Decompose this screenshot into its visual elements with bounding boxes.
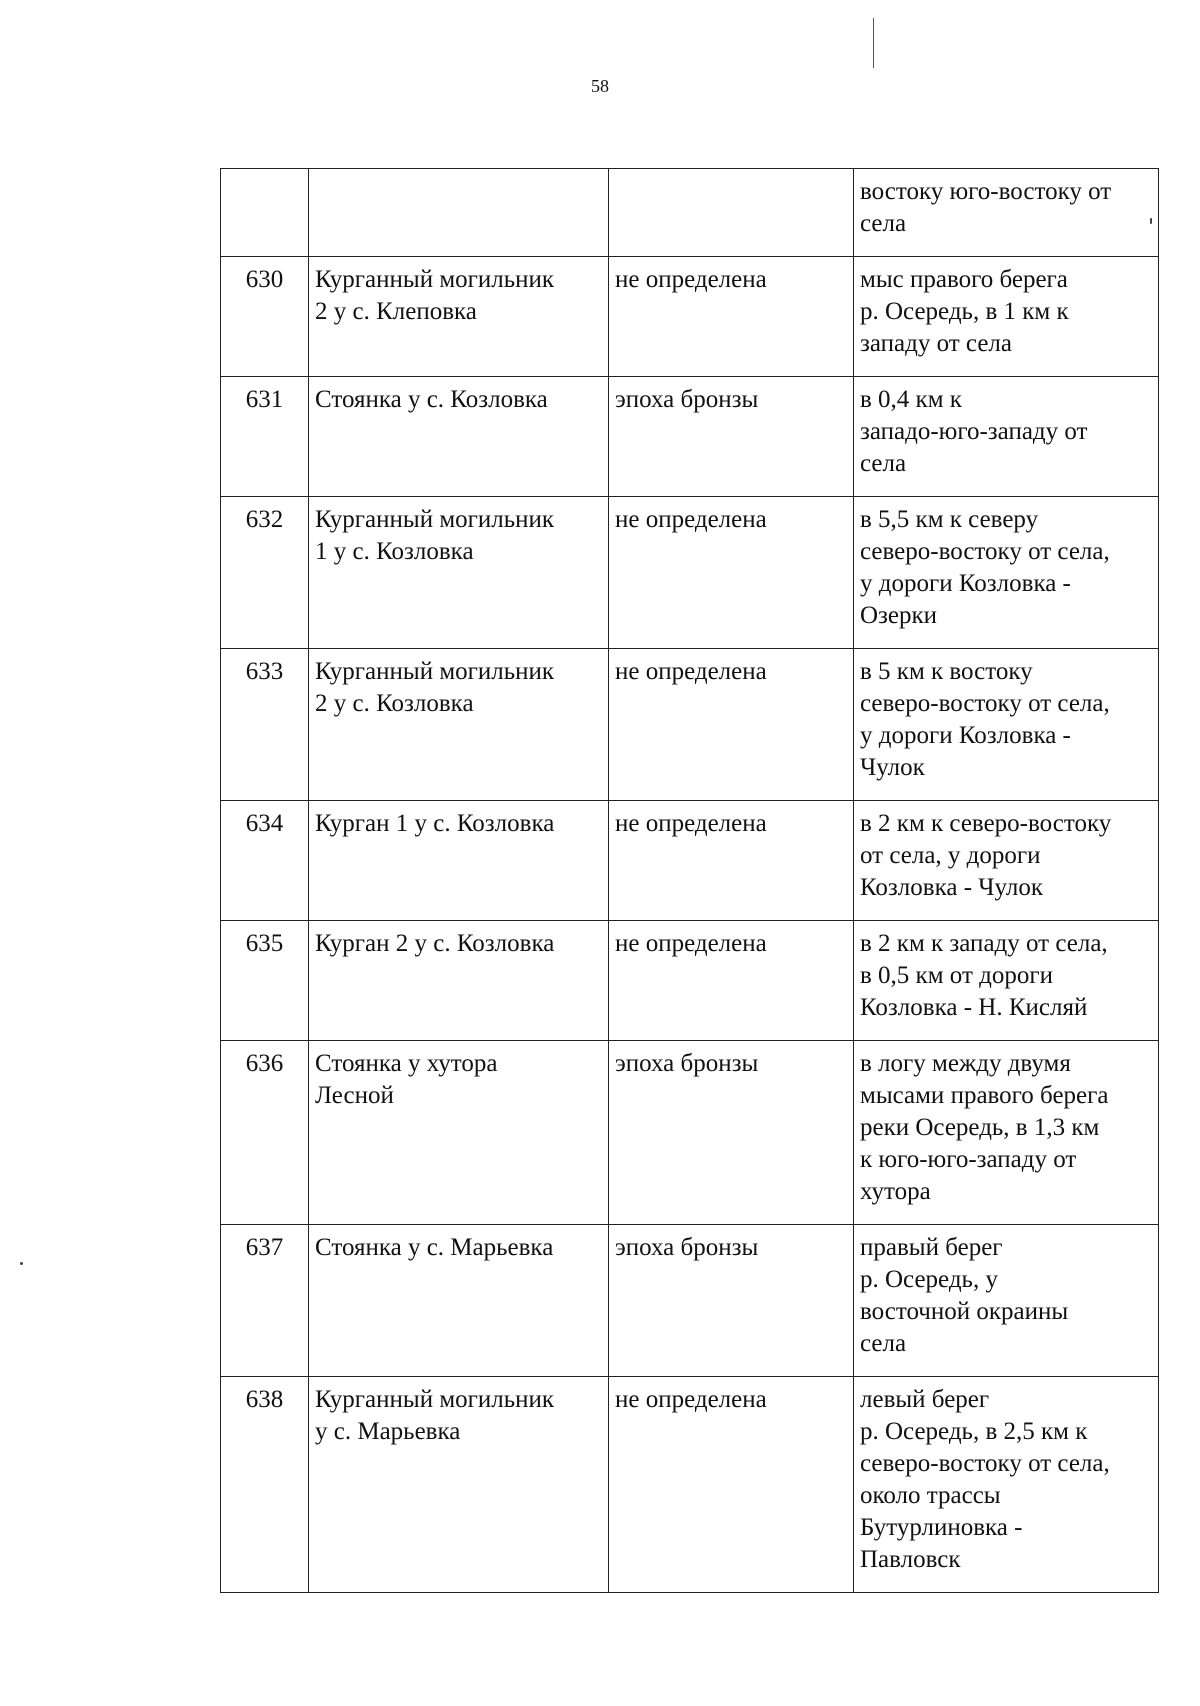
location-line: Бутурлиновка -	[860, 1514, 1023, 1541]
location-line: у дороги Козловка -	[860, 570, 1071, 597]
cell-number	[221, 169, 309, 257]
cell-number: 635	[221, 921, 309, 1041]
table-row	[221, 257, 1159, 377]
table-row	[221, 497, 1159, 649]
dating-line: эпоха бронзы	[615, 386, 759, 413]
location-line: левый берег	[860, 1386, 990, 1413]
location-line: у дороги Козловка -	[860, 722, 1071, 749]
scan-artifact-line	[873, 18, 874, 68]
cell-number: 634	[221, 801, 309, 921]
scan-artifact-dot	[20, 1262, 23, 1265]
table-row	[221, 1225, 1159, 1377]
location-line: около трассы	[860, 1482, 1001, 1509]
cell-location	[854, 169, 1159, 257]
cell-number: 630	[221, 257, 309, 377]
cell-name	[309, 377, 609, 497]
cell-number: 636	[221, 1041, 309, 1225]
cell-number: 637	[221, 1225, 309, 1377]
name-line: у с. Марьевка	[315, 1418, 461, 1445]
dating-line: не определена	[615, 930, 767, 957]
name-line: 2 у с. Клеповка	[315, 298, 477, 325]
dating-line: не определена	[615, 1386, 767, 1413]
location-line: села	[860, 450, 907, 477]
name-line: Курган 2 у с. Козловка	[315, 930, 555, 957]
cell-number: 631	[221, 377, 309, 497]
cell-location	[854, 497, 1159, 649]
cell-name	[309, 649, 609, 801]
location-line: к юго-юго-западу от	[860, 1146, 1077, 1173]
name-line: Курганный могильник	[315, 506, 555, 533]
location-line: в 0,5 км от дороги	[860, 962, 1053, 989]
location-line: мыс правого берега	[860, 266, 1068, 293]
name-line: Курганный могильник	[315, 658, 555, 685]
location-line: в логу между двумя	[860, 1050, 1071, 1077]
dating-line: не определена	[615, 506, 767, 533]
cell-location	[854, 377, 1159, 497]
table-row	[221, 921, 1159, 1041]
cell-location	[854, 1377, 1159, 1593]
cell-location	[854, 1041, 1159, 1225]
location-line: Козловка - Н. Кисляй	[860, 994, 1088, 1021]
location-line: западо-юго-западу от	[860, 418, 1088, 445]
cell-location	[854, 257, 1159, 377]
table-row	[221, 1377, 1159, 1593]
cell-dating	[609, 1225, 854, 1377]
page-number: 58	[591, 76, 609, 96]
location-line: в 0,4 км к	[860, 386, 962, 413]
cell-dating	[609, 497, 854, 649]
name-line: 2 у с. Козловка	[315, 690, 474, 717]
cell-dating	[609, 801, 854, 921]
table-row	[221, 649, 1159, 801]
dating-line: не определена	[615, 266, 767, 293]
location-line: села	[860, 1330, 907, 1357]
cell-name	[309, 1041, 609, 1225]
name-line: Курган 1 у с. Козловка	[315, 810, 555, 837]
cell-location	[854, 801, 1159, 921]
name-line: Стоянка у с. Козловка	[315, 386, 548, 413]
table-row	[221, 377, 1159, 497]
location-line: в 2 км к западу от села,	[860, 930, 1108, 957]
cell-location	[854, 649, 1159, 801]
table-body	[221, 169, 1159, 1593]
cell-location	[854, 1225, 1159, 1377]
cell-number: 638	[221, 1377, 309, 1593]
cell-dating	[609, 649, 854, 801]
cell-location	[854, 921, 1159, 1041]
cell-number: 632	[221, 497, 309, 649]
location-line: правый берег	[860, 1234, 1003, 1261]
location-line: р. Осередь, в 2,5 км к	[860, 1418, 1088, 1445]
name-line: Стоянка у с. Марьевка	[315, 1234, 554, 1261]
location-line: Павловск	[860, 1546, 961, 1573]
location-line: в 5,5 км к северу	[860, 506, 1039, 533]
location-line: северо-востоку от села,	[860, 538, 1110, 565]
table-row-continuation	[221, 169, 1159, 257]
location-line: востоку юго-востоку от	[860, 178, 1112, 205]
location-line: Козловка - Чулок	[860, 874, 1044, 901]
location-line: хутора	[860, 1178, 931, 1205]
cell-name	[309, 497, 609, 649]
name-line: Лесной	[315, 1082, 394, 1109]
table-row	[221, 1041, 1159, 1225]
cell-name	[309, 801, 609, 921]
location-line: села	[860, 210, 907, 237]
location-line: Чулок	[860, 754, 925, 781]
cell-dating	[609, 1377, 854, 1593]
location-line: р. Осередь, у	[860, 1266, 998, 1293]
table-row	[221, 801, 1159, 921]
cell-dating	[609, 377, 854, 497]
cell-name	[309, 1225, 609, 1377]
name-line: Курганный могильник	[315, 266, 555, 293]
location-line: от села, у дороги	[860, 842, 1041, 869]
location-line: р. Осередь, в 1 км к	[860, 298, 1069, 325]
cell-name	[309, 1377, 609, 1593]
cell-dating	[609, 1041, 854, 1225]
cell-dating	[609, 921, 854, 1041]
name-line: Курганный могильник	[315, 1386, 555, 1413]
location-line: северо-востоку от села,	[860, 1450, 1110, 1477]
location-line: в 2 км к северо-востоку	[860, 810, 1112, 837]
dating-line: эпоха бронзы	[615, 1234, 759, 1261]
location-line: Озерки	[860, 602, 938, 629]
dating-line: не определена	[615, 658, 767, 685]
location-line: западу от села	[860, 330, 1013, 357]
name-line: Стоянка у хутора	[315, 1050, 498, 1077]
name-line: 1 у с. Козловка	[315, 538, 474, 565]
location-line: в 5 км к востоку	[860, 658, 1033, 685]
cell-dating	[609, 257, 854, 377]
cell-name	[309, 921, 609, 1041]
location-line: восточной окраины	[860, 1298, 1069, 1325]
location-line: реки Осередь, в 1,3 км	[860, 1114, 1100, 1141]
cell-dating	[609, 169, 854, 257]
monuments-table	[220, 168, 1159, 1593]
location-line: северо-востоку от села,	[860, 690, 1110, 717]
cell-name	[309, 257, 609, 377]
location-line: мысами правого берега	[860, 1082, 1109, 1109]
cell-name	[309, 169, 609, 257]
cell-number: 633	[221, 649, 309, 801]
dating-line: не определена	[615, 810, 767, 837]
dating-line: эпоха бронзы	[615, 1050, 759, 1077]
